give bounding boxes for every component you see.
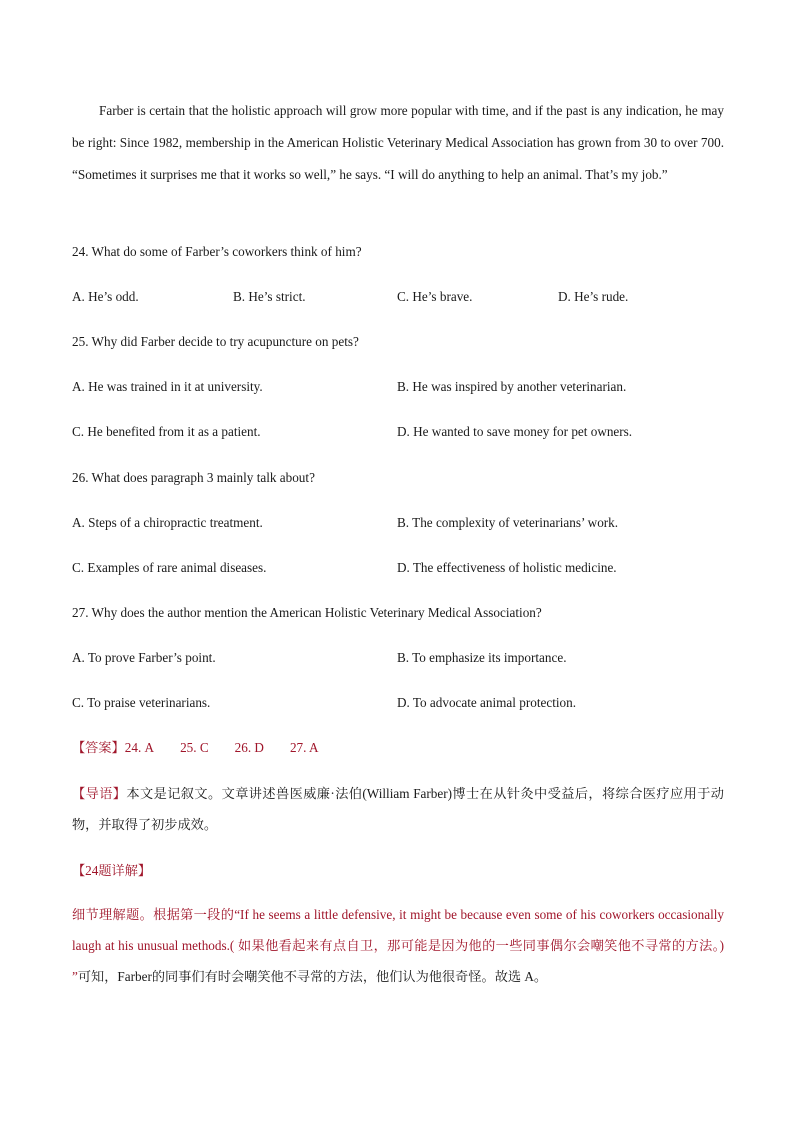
answer-key — [72, 739, 345, 757]
question-25-stem: 25. Why did Farber decide to try acupuncture on pets? — [72, 334, 359, 349]
intro-text: 本文是记叙文。文章讲述兽医威廉·法伯(William Farber)博士在从针灸中受益后，将综合医疗应用于动物，并取得了初步成效。 — [72, 786, 724, 832]
answer-item: 24. A — [124, 740, 155, 755]
question-27-option-d: D. To advocate animal protection. — [397, 695, 577, 710]
question-27-option-c: C. To praise veterinarians. — [72, 695, 211, 710]
detail-label: 【24题详解】 — [72, 863, 152, 878]
answer-item: 25. C — [180, 740, 209, 755]
question-26-option-d: D. The effectiveness of holistic medicine. — [397, 560, 617, 575]
intro-section — [72, 778, 724, 840]
question-27-option-b: B. To emphasize its importance. — [397, 650, 567, 665]
question-24-option-a: A. He’s odd. — [72, 289, 139, 304]
question-25-option-a: A. He was trained in it at university. — [72, 379, 263, 394]
question-26-option-a: A. Steps of a chiropractic treatment. — [72, 515, 263, 530]
question-27-stem: 27. Why does the author mention the American Holistic Veterinary Medical Association? — [72, 605, 542, 620]
question-26-stem: 26. What does paragraph 3 mainly talk about? — [72, 470, 315, 485]
passage-paragraph: Farber is certain that the holistic approach will grow more popular with time, and if the past is any indication, he may be right: Since 1982, membership in the American Holistic Veterinary Medical Association has grown from 30 to over 700. “Sometimes it surprises me that it works so well,” he says. “I will do anything to help an animal. That’s my job.” — [72, 103, 724, 182]
question-27-option-a: A. To prove Farber’s point. — [72, 650, 216, 665]
question-25-option-c: C. He benefited from it as a patient. — [72, 424, 261, 439]
answer-item: 27. A — [289, 740, 319, 755]
detail-explanation — [72, 899, 724, 992]
question-25-option-b: B. He was inspired by another veterinarian. — [397, 379, 627, 394]
question-24-option-d: D. He’s rude. — [558, 289, 629, 304]
answer-label: 【答案】 — [72, 740, 125, 755]
intro-label: 【导语】 — [72, 786, 127, 801]
answer-item: 26. D — [234, 740, 264, 755]
question-24-option-b: B. He’s strict. — [233, 289, 306, 304]
question-24-option-c: C. He’s brave. — [397, 289, 473, 304]
question-26-option-c: C. Examples of rare animal diseases. — [72, 560, 267, 575]
detail-red-text: 细节理解题。根据第一段的“If he seems a little defensive, it might be because even some of his coworkers occasionally laugh at his unusual methods.( 如果他看起来有点自卫，那可能是因为他的一些同事偶尔会嘲笑他不寻常的方法。) ” — [72, 907, 724, 984]
question-26-option-b: B. The complexity of veterinarians’ work. — [397, 515, 619, 530]
detail-black-text: 可知，Farber的同事们有时会嘲笑他不寻常的方法，他们认为他很奇怪。故选 A。 — [77, 969, 548, 984]
question-24-stem: 24. What do some of Farber’s coworkers think of him? — [72, 244, 362, 259]
question-25-option-d: D. He wanted to save money for pet owners. — [397, 424, 633, 439]
